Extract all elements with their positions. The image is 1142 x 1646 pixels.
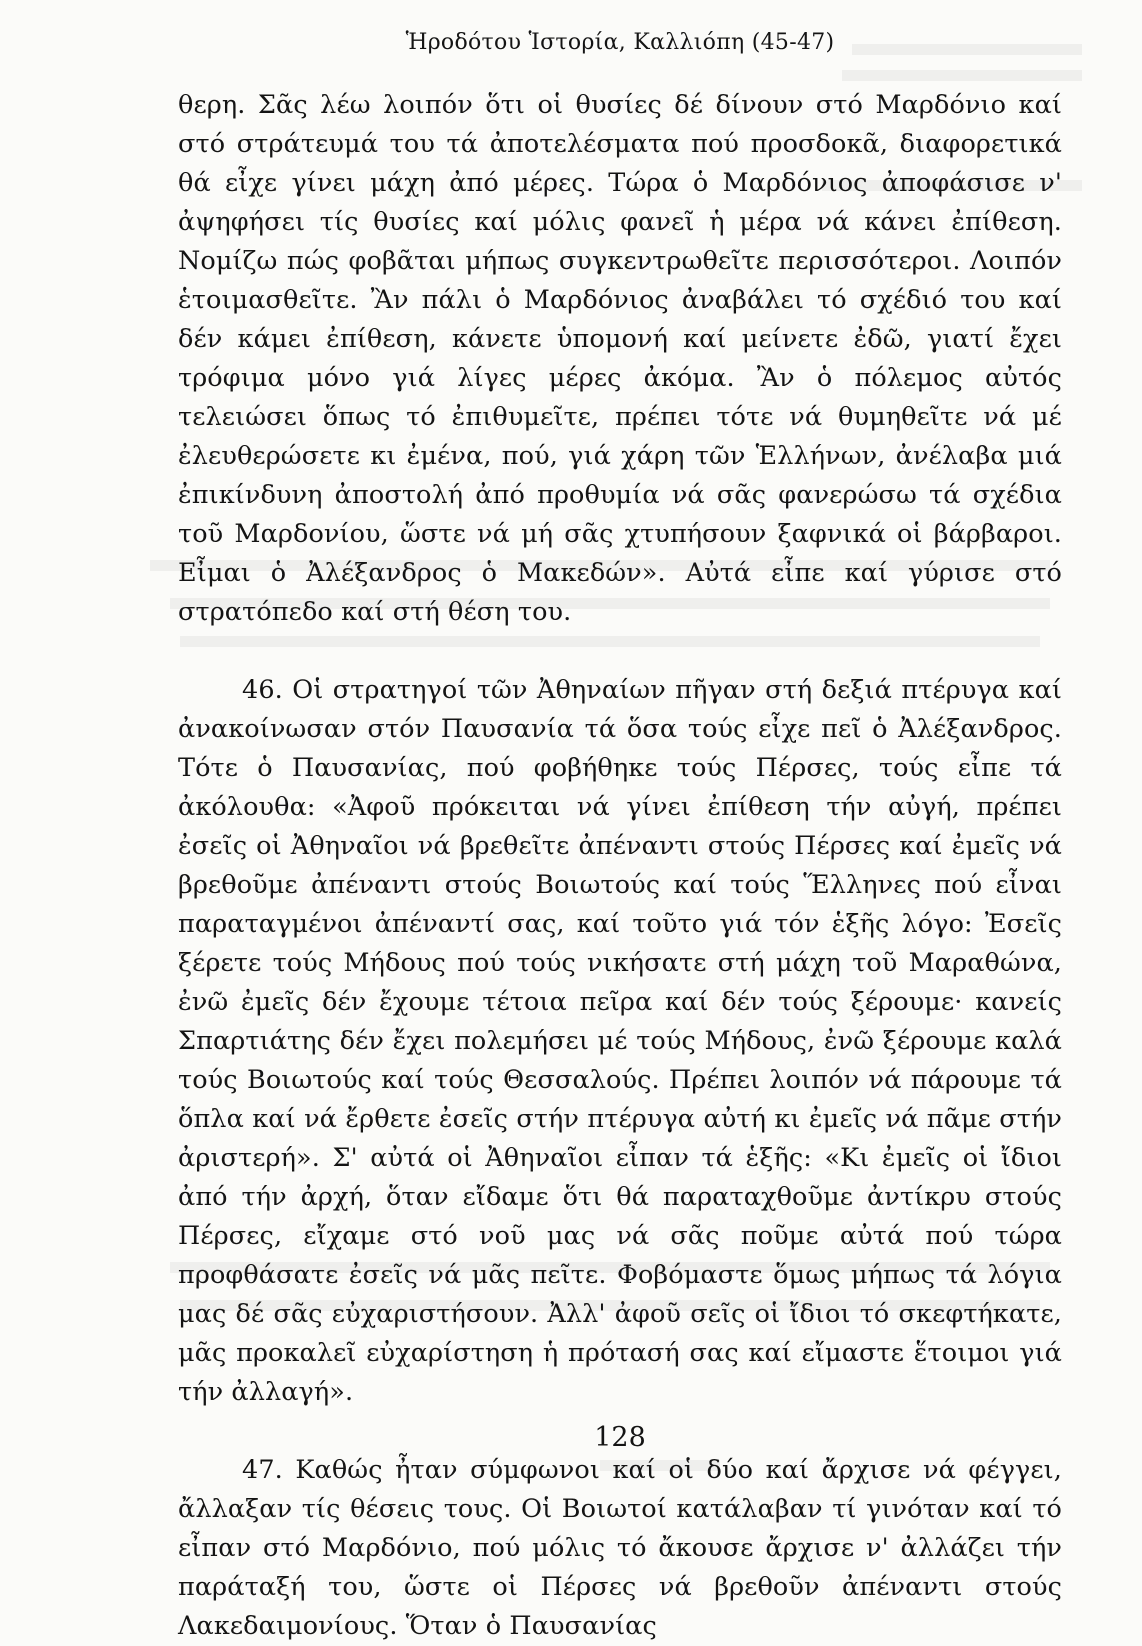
- page-number: 128: [594, 1422, 646, 1453]
- page-body: [178, 86, 1062, 1646]
- paragraph-47: 47. Καθώς ἦταν σύμφωνοι καί οἱ δύο καί ἄρχισε νά φέγγει, ἄλλαξαν τίς θέσεις τους. Οἱ Βοιωτοί κατάλαβαν τί γινόταν καί τό εἶπαν στό Μαρδόνιο, πού μόλις τό ἄκουσε ἄρχισε ν' ἀλλάζει τήν παράταξή του, ὥστε οἱ Πέρσες νά βρεθοῦν ἀπέναντι στούς Λακεδαιμονίους. Ὅταν ὁ Παυσανίας: [178, 1455, 1062, 1641]
- running-header: Ἡροδότου Ἱστορία, Καλλιόπη (45-47): [405, 30, 835, 55]
- paragraph-46: 46. Οἱ στρατηγοί τῶν Ἀθηναίων πῆγαν στή δεξιά πτέρυγα καί ἀνακοίνωσαν στόν Παυσανία τά ὅσα τούς εἶχε πεῖ ὁ Ἀλέξανδρος. Τότε ὁ Παυσανίας, πού φοβήθηκε τούς Πέρσες, τούς εἶπε τά ἀκόλουθα: «Ἀφοῦ πρόκειται νά γίνει ἐπίθεση τήν αὐγή, πρέπει ἐσεῖς οἱ Ἀθηναῖοι νά βρεθεῖτε ἀπέναντι στούς Πέρσες καί ἐμεῖς νά βρεθοῦμε ἀπέναντι στούς Βοιωτούς καί τούς Ἕλληνες πού εἶναι παραταγμένοι ἀπέναντί σας, καί τοῦτο γιά τόν ἑξῆς λόγο: Ἐσεῖς ξέρετε τούς Μήδους πού τούς νικήσατε στή μάχη τοῦ Μαραθώνα, ἐνῶ ἐμεῖς δέν ἔχουμε τέτοια πεῖρα καί δέν τούς ξέρουμε· κανείς Σπαρτιάτης δέν ἔχει πολεμήσει μέ τούς Μήδους, ἐνῶ ξέρουμε καλά τούς Βοιωτούς καί τούς Θεσσαλούς. Πρέπει λοιπόν νά πάρουμε τά ὅπλα καί νά ἔρθετε ἐσεῖς στήν πτέρυγα αὐτή κι ἐμεῖς νά πᾶμε στήν ἀριστερή». Σ' αὐτά οἱ Ἀθηναῖοι εἶπαν τά ἑξῆς: «Κι ἐμεῖς οἱ ἴδιοι ἀπό τήν ἀρχή, ὅταν εἴδαμε ὅτι θά παραταχθοῦμε ἀντίκρυ στούς Πέρσες, εἴχαμε στό νοῦ μας νά σᾶς ποῦμε αὐτά πού τώρα προφθάσατε ἐσεῖς νά μᾶς πεῖτε. Φοβόμαστε ὅμως μήπως τά λόγια μας δέ σᾶς εὐχαριστήσουν. Ἀλλ' ἀφοῦ σεῖς οἱ ἴδιοι τό σκεφτήκατε, μᾶς προκαλεῖ εὐχαρίστηση ἡ πρότασή σας καί εἴμαστε ἕτοιμοι γιά τήν ἀλλαγή».: [178, 675, 1062, 1407]
- paragraph-continuation: θερη. Σᾶς λέω λοιπόν ὅτι οἱ θυσίες δέ δίνουν στό Μαρδόνιο καί στό στράτευμά του τά ἀποτελέσματα πού προσδοκᾶ, διαφορετικά θά εἶχε γίνει μάχη ἀπό μέρες. Τώρα ὁ Μαρδόνιος ἀποφάσισε ν' ἀψηφήσει τίς θυσίες καί μόλις φανεῖ ἡ μέρα νά κάνει ἐπίθεση. Νομίζω πώς φοβᾶται μήπως συγκεντρωθεῖτε περισσότεροι. Λοιπόν ἑτοιμασθεῖτε. Ἂν πάλι ὁ Μαρδόνιος ἀναβάλει τό σχέδιό του καί δέν κάμει ἐπίθεση, κάνετε ὑπομονή καί μείνετε ἐδῶ, γιατί ἔχει τρόφιμα μόνο γιά λίγες μέρες ἀκόμα. Ἂν ὁ πόλεμος αὐτός τελειώσει ὅπως τό ἐπιθυμεῖτε, πρέπει τότε νά θυμηθεῖτε νά μέ ἐλευθερώσετε κι ἐμένα, πού, γιά χάρη τῶν Ἑλλήνων, ἀνέλαβα μιά ἐπικίνδυνη ἀποστολή ἀπό προθυμία νά σᾶς φανερώσω τά σχέδια τοῦ Μαρδονίου, ὥστε νά μή σᾶς χτυπήσουν ξαφνικά οἱ βάρβαροι. Εἶμαι ὁ Ἀλέξανδρος ὁ Μακεδών». Αὐτά εἶπε καί γύρισε στό στρατόπεδο καί στή θέση του.: [178, 90, 1062, 627]
- document-page: [178, 0, 1062, 1641]
